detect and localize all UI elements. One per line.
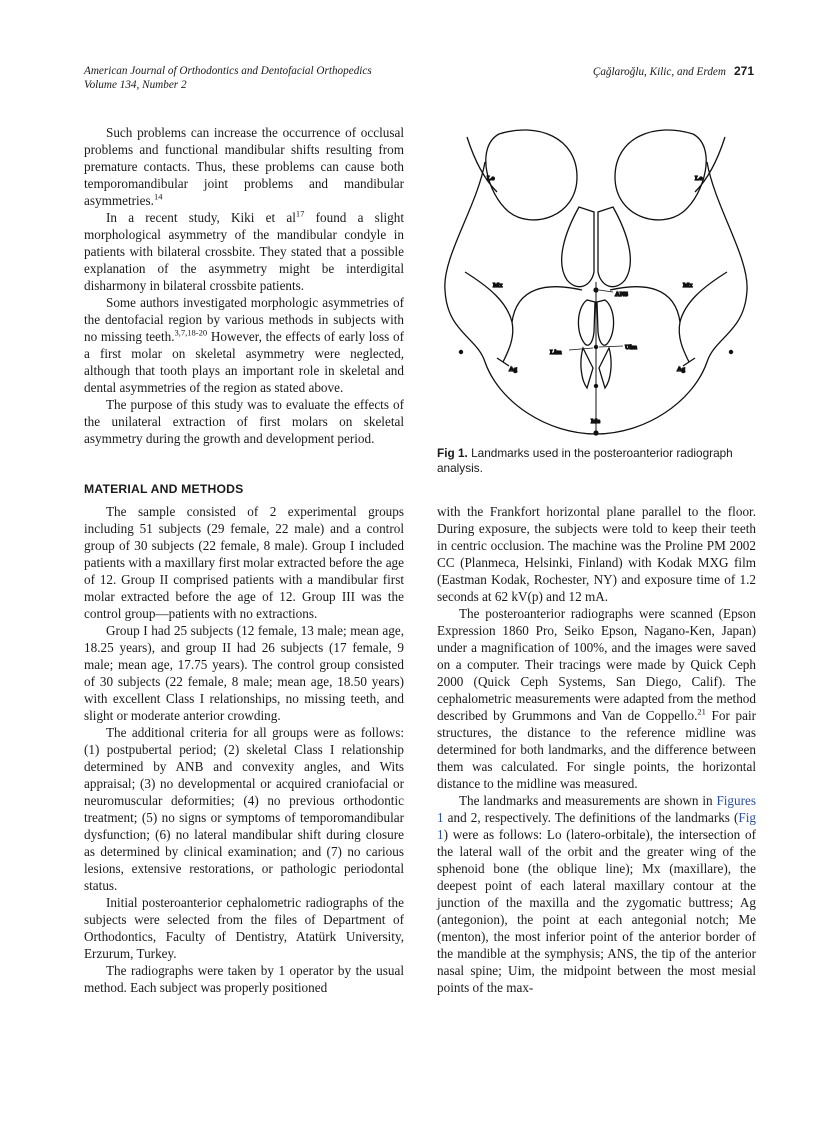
paragraph: The additional criteria for all groups were as follows: (1) postpubertal period; (2) skeletal Class I relationship determined by ANB and convexity angles, and Wits appraisal; (3) no developmental or acquired craniofacial or neuromuscular deformities; (4) no previous orthodontic treatment; (5) no signs or symptoms of temporomandibular dysfunction; (6) no lateral mandibular shift during closure as determined by clinical examination; and (7) no carious lesions, extensive restorations, or pathologic periodontal status. bbox=[84, 725, 404, 893]
landmark-label-me: Me bbox=[591, 418, 601, 425]
left-column-top bbox=[84, 124, 404, 447]
paragraph: The purpose of this study was to evaluate the effects of the unilateral extraction of first molars on skeletal asymmetry during the growth and development period. bbox=[84, 397, 404, 446]
landmark-label-mx-right: Mx bbox=[683, 282, 693, 289]
paragraph: Group I had 25 subjects (12 female, 13 male; mean age, 18.25 years), and group II had 26 subjects (17 female, 9 male; mean age, 17.75 years). The control group consisted of 30 subjects (22 female, 8 male; mean age, 18.50 years) with excellent Class I relationships, no missing teeth, and slight or moderate anterior crowding. bbox=[84, 623, 404, 723]
landmark-label-ag-right: Ag bbox=[677, 366, 685, 373]
paragraph-text: Some authors investigated morphologic asymmetries of the dentofacial region by various methods in subjects with no missing teeth. bbox=[84, 295, 404, 344]
landmark-label-lim: Lim bbox=[550, 349, 562, 356]
paragraph bbox=[84, 294, 404, 396]
paragraph-text: found a slight morphological asymmetry of the mandibular condyle in patients with bilateral crossbite. They stated that a possible explanation of the asymmetry might be interdigital disharmony in bilateral crossbite patients. bbox=[84, 210, 404, 293]
paragraph-text: ) were as follows: Lo (latero-orbitale), the intersection of the lateral wall of the orbit and the greater wing of the sphenoid bone (the oblique line); Mx (maxillare), the deepest point of each lateral maxillary contour at the junction of the maxilla and the zygomatic buttress; Ag (antegonion), the point at each antegonial notch; Me (menton), the most inferior point of the anterior border of the mandible at the symphysis; ANS, the tip of the anterior nasal spine; Uim, the midpoint between the most mesial points of the max- bbox=[437, 827, 756, 995]
landmark-label-ans: ANS bbox=[615, 291, 629, 298]
paragraph-text: Such problems can increase the occurrence of occlusal problems and functional mandibular shifts resulting from premature contacts. Thus, these problems can cause both temporomandibular joint problems and mandibular asymmetries. bbox=[84, 125, 404, 208]
landmark-label-uim: Uim bbox=[625, 344, 637, 351]
running-authors bbox=[593, 64, 754, 79]
paragraph bbox=[437, 605, 756, 792]
landmark-label-lo-left: Lo bbox=[487, 175, 495, 182]
reference-superscript: 3,7,18-20 bbox=[174, 327, 208, 338]
journal-title: American Journal of Orthodontics and Dentofacial Orthopedics bbox=[84, 65, 372, 77]
paragraph: Initial posteroanterior cephalometric radiographs of the subjects were selected from the files of Department of Orthodontics, Faculty of Dentistry, Atatürk University, Erzurum, Turkey. bbox=[84, 895, 404, 961]
figure-caption bbox=[437, 446, 756, 476]
reference-superscript: 14 bbox=[153, 191, 163, 202]
skull-landmarks-drawing bbox=[437, 122, 756, 442]
landmark-label-mx-left: Mx bbox=[493, 282, 503, 289]
paragraph-text: and 2, respectively. The definitions of the landmarks ( bbox=[443, 810, 739, 825]
paragraph-text: For pair structures, the distance to the reference midline was determined for both landmarks, and the difference between them was calculated. For single points, the horizontal distance to the midline was measured. bbox=[437, 708, 756, 791]
paragraph: with the Frankfort horizontal plane parallel to the floor. During exposure, the subjects were told to keep their teeth in centric occlusion. The machine was the Proline PM 2002 CC (Planmeca, Helsinki, Finland) with Kodak MXG film (Eastman Kodak, Rochester, NY) and exposure time of 1.2 seconds at 62 kV(p) and 12 mA. bbox=[437, 504, 756, 604]
paragraph-text: In a recent study, Kiki et al bbox=[106, 210, 296, 225]
page-number: 271 bbox=[733, 64, 754, 78]
reference-superscript: 17 bbox=[295, 208, 305, 219]
figure-label: Fig 1. bbox=[437, 446, 468, 460]
caption-text: Landmarks used in the posteroanterior radiograph analysis. bbox=[437, 446, 733, 475]
paragraph bbox=[437, 792, 756, 996]
figure-skull-diagram bbox=[437, 122, 756, 442]
right-column-bottom bbox=[437, 503, 756, 996]
paragraph: The sample consisted of 2 experimental groups including 51 subjects (29 female, 22 male) and a control group of 30 subjects (22 female, 8 male). Group I included patients with a maxillary first molar extracted before the age of 12. Group II comprised patients with a mandibular first molar extracted before the age of 12. Group III was the control group—patients with no extractions. bbox=[84, 504, 404, 621]
left-column-bottom bbox=[84, 503, 404, 996]
paragraph-text: The posteroanterior radiographs were scanned (Epson Expression 1860 Pro, Seiko Epson, Nagano-Ken, Japan) under a magnification of 100%, and the images were saved on a computer. Their tracings were made by Quick Ceph 2000 (Quick Ceph Systems, San Diego, Calif). The cephalometric measurements were adapted from the method described by Grummons and Van de Coppello. bbox=[437, 606, 756, 723]
paragraph-text: The landmarks and measurements are shown in bbox=[459, 793, 717, 808]
paragraph bbox=[84, 124, 404, 209]
landmark-label-lo-right: Lo bbox=[695, 175, 703, 182]
paragraph-text: However, the effects of early loss of a first molar on skeletal asymmetry were neglected, although that tooth plays an important role in skeletal and dental asymmetries of the region as stated above. bbox=[84, 329, 404, 395]
paragraph bbox=[84, 209, 404, 294]
section-heading: MATERIAL AND METHODS bbox=[84, 482, 244, 496]
landmark-label-ag-left: Ag bbox=[509, 366, 517, 373]
authors-text: Çağlaroğlu, Kilic, and Erdem bbox=[592, 66, 726, 78]
figure-link[interactable]: Fig 1 bbox=[437, 810, 756, 842]
reference-superscript: 21 bbox=[697, 706, 706, 717]
journal-volume: Volume 134, Number 2 bbox=[84, 79, 187, 91]
figure-link[interactable]: Figures 1 bbox=[437, 793, 756, 825]
paragraph: The radiographs were taken by 1 operator by the usual method. Each subject was properly positioned bbox=[84, 963, 404, 995]
